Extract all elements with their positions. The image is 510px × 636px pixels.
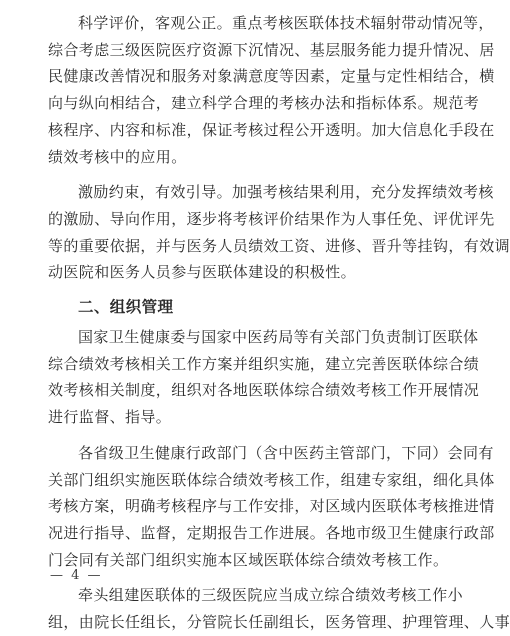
text-line: 况进行指导、监督，定期报告工作进展。各地市级卫生健康行政部 — [48, 523, 495, 542]
text-line: 民健康改善情况和服务对象满意度等因素，定量与定性相结合，横 — [48, 67, 495, 86]
text-line: 效考核相关制度，组织对各地医联体综合绩效考核工作开展情况 — [48, 381, 480, 400]
text-line: 考核方案，明确考核程序与工作安排，对区域内医联体考核推进情 — [48, 497, 495, 516]
text-line: 科学评价，客观公正。重点考核医联体技术辐射带动情况等， — [78, 14, 494, 32]
text-line: 向与纵向相结合，建立科学合理的考核办法和指标体系。规范考 — [48, 94, 480, 113]
text-line: 综合绩效考核相关工作方案并组织实施，建立完善医联体综合绩 — [48, 354, 480, 373]
text-line: 核程序、内容和标准，保证考核过程公开透明。加大信息化手段在 — [48, 120, 495, 139]
text-line: 绩效考核中的应用。 — [48, 147, 187, 166]
text-line: 等的重要依据，并与医务人员绩效工资、进修、晋升等挂钩，有效调 — [48, 236, 510, 255]
page-number: — 4 — — [50, 568, 103, 583]
paragraph-provincial-departments — [48, 440, 495, 574]
text-line: 各省级卫生健康行政部门（含中医药主管部门，下同）会同有 — [78, 443, 494, 462]
paragraph-incentive-constraint — [48, 179, 510, 286]
paragraph-national-commission — [48, 324, 480, 431]
paragraph-scientific-evaluation — [48, 10, 495, 170]
text-line: 动医院和医务人员参与医联体建设的积极性。 — [48, 263, 357, 282]
text-line: 综合考虑三级医院医疗资源下沉情况、基层服务能力提升情况、居 — [48, 40, 495, 59]
text-line: 国家卫生健康委与国家中医药局等有关部门负责制订医联体 — [78, 328, 479, 347]
text-line: 组，由院长任组长，分管院长任副组长，医务管理、护理管理、人事 — [48, 613, 510, 632]
paragraph-tertiary-hospital — [48, 582, 510, 635]
text-line: 关部门组织实施医联体综合绩效考核工作，组建专家组，细化具体 — [48, 470, 495, 489]
text-line: 进行监督、指导。 — [48, 408, 172, 427]
text-line: 牵头组建医联体的三级医院应当成立综合绩效考核工作小 — [78, 586, 464, 605]
text-line: 门会同有关部门组织实施本区域医联体综合绩效考核工作。 — [48, 550, 449, 569]
text-line: 的激励、导向作用，逐步将考核评价结果作为人事任免、评优评先 — [48, 209, 495, 228]
document-body — [48, 10, 510, 636]
text-line: 激励约束，有效引导。加强考核结果利用，充分发挥绩效考核 — [78, 183, 494, 202]
section-heading-organization: 二、组织管理 — [78, 298, 174, 317]
